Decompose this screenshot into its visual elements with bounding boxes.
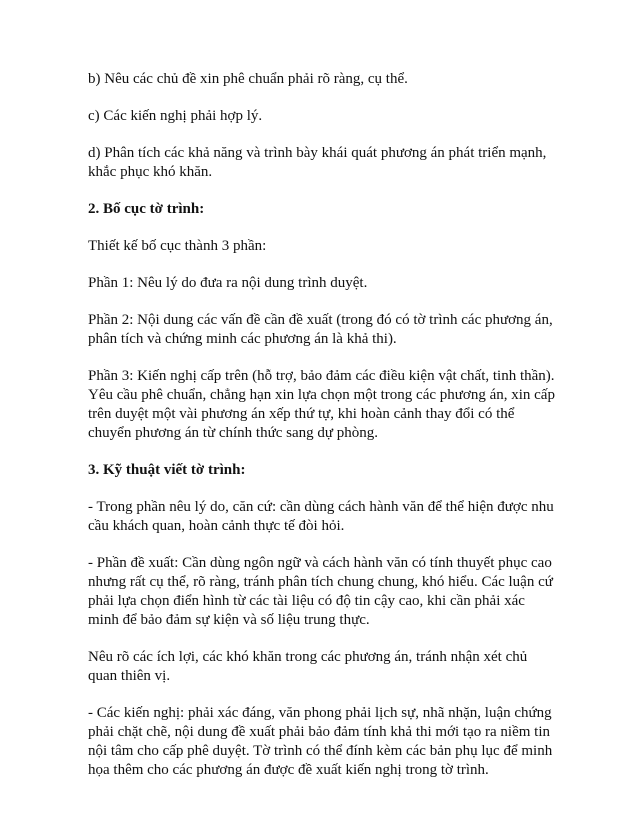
paragraph-layout-intro: Thiết kế bố cục thành 3 phần: — [88, 238, 267, 254]
paragraph-recommendations: - Các kiến nghị: phải xác đáng, văn phong phải lịch sự, nhã nhặn, luận chứng phải chặt chẽ, nội dung đề xuất phải bảo đảm tính khả thi mới tạo ra niềm tin nội tâm cho cấp phê duyệt. Tờ trình có thể đính kèm các bản phụ lục để minh họa thêm cho các phương án được đề xuất kiến nghị trong tờ trình. — [88, 705, 553, 778]
paragraph-part-3: Phần 3: Kiến nghị cấp trên (hỗ trợ, bảo đảm các điều kiện vật chất, tinh thần). Yêu cầu phê chuẩn, chẳng hạn xin lựa chọn một trong các phương án, xin cấp trên duyệt một vài phương án xếp thứ tự, khi hoàn cảnh thay đổi có thể chuyển phương án từ chính thức sang dự phòng. — [88, 368, 555, 441]
document-body — [88, 70, 558, 798]
section-heading-layout: 2. Bố cục tờ trình: — [88, 201, 205, 217]
paragraph-b: b) Nêu các chủ đề xin phê chuẩn phải rõ ràng, cụ thể. — [88, 71, 408, 87]
paragraph-c: c) Các kiến nghị phải hợp lý. — [88, 108, 263, 124]
section-heading-technique: 3. Kỹ thuật viết tờ trình: — [88, 462, 246, 478]
paragraph-part-1: Phần 1: Nêu lý do đưa ra nội dung trình duyệt. — [88, 275, 368, 291]
paragraph-reason: - Trong phần nêu lý do, căn cứ: cần dùng cách hành văn để thể hiện được nhu cầu khách quan, hoàn cảnh thực tế đòi hỏi. — [88, 499, 554, 534]
paragraph-d: d) Phân tích các khả năng và trình bày khái quát phương án phát triển mạnh, khắc phục khó khăn. — [88, 145, 547, 180]
paragraph-benefits: Nêu rõ các ích lợi, các khó khăn trong các phương án, tránh nhận xét chủ quan thiên vị. — [88, 649, 528, 684]
paragraph-part-2: Phần 2: Nội dung các vấn đề cần đề xuất (trong đó có tờ trình các phương án, phân tích và chứng minh các phương án là khả thi). — [88, 312, 553, 347]
paragraph-proposal: - Phần đề xuất: Cần dùng ngôn ngữ và cách hành văn có tính thuyết phục cao nhưng rất cụ thể, rõ ràng, tránh phân tích chung chung, khó hiểu. Các luận cứ phải lựa chọn điển hình từ các tài liệu có độ tin cậy cao, khi cần phải xác minh để bảo đảm sự kiện và số liệu trung thực. — [88, 555, 553, 628]
